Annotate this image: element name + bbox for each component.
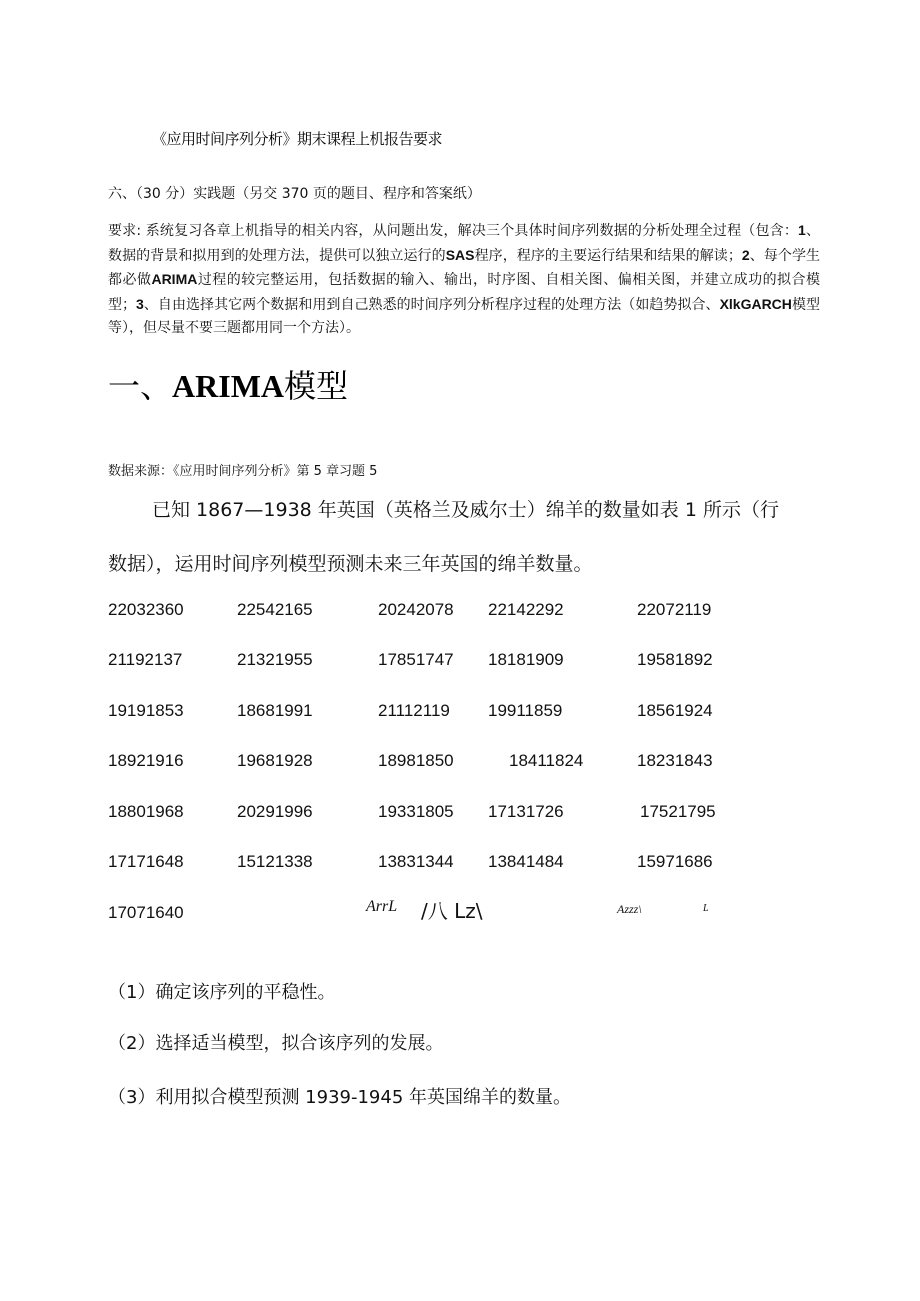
table-cell: 19331805 [378, 802, 454, 821]
table-cell: 22072119 [637, 600, 712, 619]
table-cell: 19681928 [237, 751, 313, 770]
garbled-text-3: Azzz\ [617, 902, 642, 916]
heading-latin: ARIMA [172, 368, 284, 404]
table-cell: 19191853 [108, 701, 184, 720]
table-cell: 19911859 [488, 701, 563, 720]
table-cell: 18921916 [108, 751, 184, 770]
req-bold-6: XlkGARCH [719, 295, 792, 312]
garbled-text-2: /八 Lz\ [421, 899, 483, 923]
req-text-7: 模型等），但尽量不要三题都用同一个方法）。 [108, 296, 821, 336]
table-cell: 17171648 [108, 852, 184, 871]
table-cell: 19581892 [637, 650, 713, 669]
table-cell: 22142292 [488, 600, 564, 619]
table-cell: 17071640 [108, 903, 184, 922]
table-cell: 21112119 [378, 701, 450, 720]
req-bold-1: 1 [798, 222, 806, 238]
table-cell: 18181909 [488, 650, 564, 669]
table-cell: 20242078 [378, 600, 454, 619]
table-cell: 18681991 [237, 701, 313, 720]
req-text-4: 、每个学生都必做 [108, 247, 821, 288]
req-text-1: 要求: 系统复习各章上机指导的相关内容，从问题出发，解决三个具体时间序列数据的分析处理全过程（包含： [108, 223, 799, 239]
table-cell: 17521795 [640, 802, 716, 821]
table-cell: 21192137 [108, 650, 183, 669]
question-2: （2）选择适当模型，拟合该序列的发展。 [108, 1033, 444, 1054]
table-cell: 15971686 [637, 852, 713, 871]
heading-prefix: 一、 [108, 367, 173, 405]
table-cell: 17131726 [488, 802, 564, 821]
req-bold-3: 2 [741, 246, 750, 263]
problem-line-2: 数据），运用时间序列模型预测未来三年英国的绵羊数量。 [108, 553, 593, 575]
garbled-text-4: L [703, 903, 709, 914]
table-cell: 22542165 [237, 600, 313, 619]
req-text-6: 、自由选择其它两个数据和用到自己熟悉的时间序列分析程序过程的处理方法（如趋势拟合、 [143, 296, 720, 313]
req-bold-4: ARIMA [151, 271, 198, 287]
heading-suffix: 模型 [284, 367, 349, 405]
table-cell: 18231843 [637, 751, 713, 770]
section-six-heading: 六、（30 分）实践题（另交 370 页的题目、程序和答案纸） [108, 186, 481, 202]
table-cell: 21321955 [237, 650, 313, 669]
req-text-2: 、数据的背景和拟用到的处理方法，提供可以独立运行的 [108, 223, 820, 264]
problem-line-1: 已知 1867—1938 年英国（英格兰及威尔士）绵羊的数量如表 1 所示（行 [152, 499, 779, 521]
question-3: （3）利用拟合模型预测 1939-1945 年英国绵羊的数量。 [108, 1087, 572, 1108]
document-title: 《应用时间序列分析》期末课程上机报告要求 [152, 130, 443, 148]
table-cell: 18981850 [378, 751, 454, 770]
table-cell: 17851747 [378, 650, 454, 669]
garbled-text-1: ArrL [366, 898, 398, 915]
req-bold-5: 3 [136, 295, 144, 312]
table-cell: 15121338 [237, 852, 313, 871]
req-bold-2: SAS [445, 246, 475, 263]
table-cell: 20291996 [237, 802, 313, 821]
req-text-5: 过程的较完整运用，包括数据的输入、输出，时序图、自相关图、偏相关图，并建立成功的拟合模型； [108, 272, 821, 313]
table-cell: 13831344 [378, 852, 454, 871]
data-source-line: 数据来源：《应用时间序列分析》第 5 章习题 5 [108, 464, 378, 479]
table-cell: 18411824 [509, 751, 584, 770]
table-cell: 18801968 [108, 802, 184, 821]
table-cell: 22032360 [108, 600, 184, 619]
req-text-3: 程序，程序的主要运行结果和结果的解读； [474, 247, 742, 264]
table-cell: 18561924 [637, 701, 713, 720]
question-1: （1）确定该序列的平稳性。 [108, 982, 336, 1003]
table-cell: 13841484 [488, 852, 564, 871]
